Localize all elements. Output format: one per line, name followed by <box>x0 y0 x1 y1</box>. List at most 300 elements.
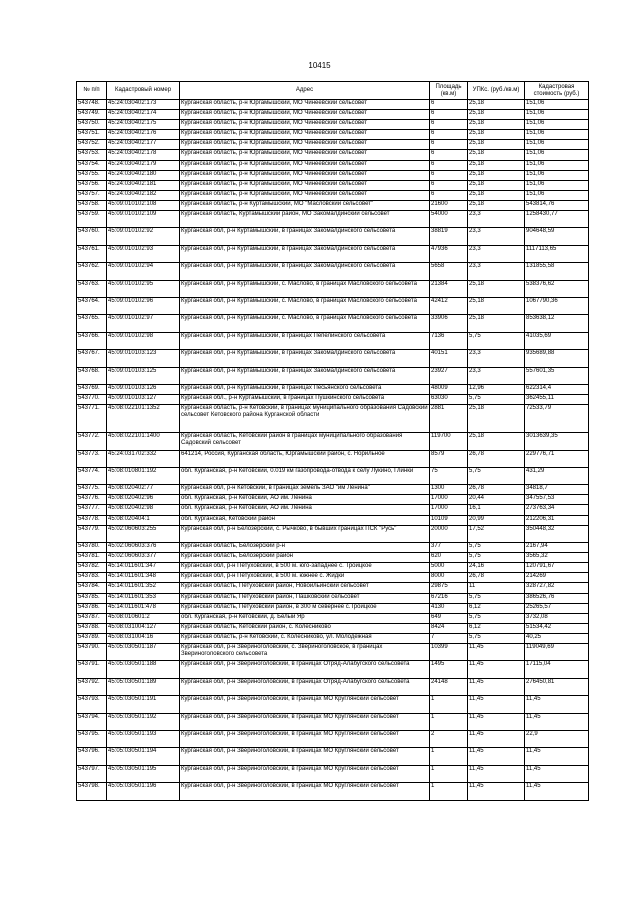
cell-upks: 25,18 <box>468 100 525 110</box>
cell-address: 641214, Россия, Курганская область, Юргамышский район, с. Норильное <box>180 450 430 467</box>
cell-num: 543761. <box>77 245 107 262</box>
cell-area: 20000 <box>430 525 468 542</box>
table-row <box>77 593 589 603</box>
cell-cadastral-number: 45:24:030402:180 <box>107 170 180 180</box>
cell-num: 543775. <box>77 485 107 495</box>
cell-area: 10399 <box>430 644 468 661</box>
cell-address: Курганская обл, р-н Петуховский, в 500 м. юго-западнее с. Троицкое <box>180 563 430 573</box>
cell-num: 543762. <box>77 263 107 280</box>
cell-address: Курганская обл, р-н Куртамышский, в границах Песьянского сельсовета <box>180 384 430 394</box>
cell-address: Курганская обл, р-н Звериноголовский, в границах МО Круглянский сельсовет <box>180 696 430 713</box>
cell-upks: 25,18 <box>468 180 525 190</box>
cell-area: 54000 <box>430 211 468 228</box>
cell-cadastral-cost: 386526,76 <box>525 593 589 603</box>
cell-upks: 25,18 <box>468 315 525 332</box>
cell-upks: 25,18 <box>468 160 525 170</box>
cell-cadastral-cost: 11,45 <box>525 748 589 765</box>
cell-area: 21600 <box>430 200 468 210</box>
header-cadastral-number: Кадастровый номер <box>107 82 180 100</box>
cell-cadastral-cost: 151,06 <box>525 170 589 180</box>
cell-cadastral-number: 45:24:030402:177 <box>107 140 180 150</box>
cell-cadastral-number: 45:24:031702:332 <box>107 450 180 467</box>
table-row <box>77 170 589 180</box>
cell-num: 543755. <box>77 170 107 180</box>
table-row <box>77 100 589 110</box>
cell-address: Курганская область, р-н Юргамышский, МО Чинеевский сельсовет <box>180 120 430 130</box>
table-row <box>77 245 589 262</box>
cell-upks: 20,44 <box>468 495 525 505</box>
cell-area: 5000 <box>430 563 468 573</box>
cell-num: 543790. <box>77 644 107 661</box>
cell-cadastral-number: 45:05:030501:192 <box>107 713 180 730</box>
cell-area: 6 <box>430 110 468 120</box>
cell-upks: 11,45 <box>468 748 525 765</box>
cell-area: 38819 <box>430 228 468 245</box>
cell-upks: 24,16 <box>468 563 525 573</box>
table-row <box>77 140 589 150</box>
cell-address: Курганская обл, р-н Куртамышский, в границах Закомалдинского сельсовета <box>180 245 430 262</box>
cell-address: Курганская обл, р-н Белозерский, с. Рычково, в бывших границах ПСК "Русь" <box>180 525 430 542</box>
cell-cadastral-cost: 1067790,36 <box>525 297 589 314</box>
table-row <box>77 405 589 433</box>
header-area: Площадь (кв.м) <box>430 82 468 100</box>
cell-area: 1 <box>430 783 468 800</box>
cell-cadastral-number: 45:09:010102:93 <box>107 245 180 262</box>
cell-area: 48009 <box>430 384 468 394</box>
cell-address: Курганская область, Петуховский район, Новоильинский сельсовет <box>180 583 430 593</box>
cell-upks: 25,18 <box>468 190 525 200</box>
cell-cadastral-number: 45:08:031004:127 <box>107 623 180 633</box>
cell-upks: 6,12 <box>468 603 525 613</box>
cell-cadastral-number: 45:08:031004:16 <box>107 633 180 643</box>
table-row <box>77 644 589 661</box>
table-row <box>77 180 589 190</box>
cell-cadastral-number: 45:09:010102:92 <box>107 228 180 245</box>
cell-cadastral-number: 45:24:030402:182 <box>107 190 180 200</box>
cell-address: Курганская обл., р-н Куртамышский, в границах Пушкинского сельсовета <box>180 395 430 405</box>
cell-cadastral-cost: 151,06 <box>525 190 589 200</box>
cell-num: 543750. <box>77 120 107 130</box>
cell-num: 543763. <box>77 280 107 297</box>
table-row <box>77 200 589 210</box>
cell-num: 543780. <box>77 543 107 553</box>
cell-address: Курганская область, Белозерский р-н <box>180 543 430 553</box>
cell-address: Курганская обл, р-н Куртамышский, в границах Закомалдинского сельсовета <box>180 350 430 367</box>
cell-area: 75 <box>430 467 468 484</box>
cell-num: 543759. <box>77 211 107 228</box>
cell-num: 543757. <box>77 190 107 200</box>
cell-area: 8424 <box>430 623 468 633</box>
cell-address: Курганская обл, р-н Куртамышский, с. Маслово, в границах Масловского сельсовета <box>180 297 430 314</box>
cell-num: 543771. <box>77 405 107 433</box>
table-row <box>77 713 589 730</box>
cell-num: 543774. <box>77 467 107 484</box>
cell-address: Курганская область, Белозерский район <box>180 553 430 563</box>
cell-upks: 11,45 <box>468 765 525 782</box>
cell-cadastral-number: 45:05:030501:188 <box>107 661 180 678</box>
cell-num: 543766. <box>77 332 107 349</box>
cell-cadastral-cost: 431,29 <box>525 467 589 484</box>
cell-cadastral-cost: 557601,35 <box>525 367 589 384</box>
cell-cadastral-number: 45:24:030402:176 <box>107 130 180 140</box>
cell-upks: 5,75 <box>468 395 525 405</box>
cell-num: 543788. <box>77 623 107 633</box>
cell-address: Курганская обл, р-н Звериноголовский, с. Звериноголовское, в границах Звериноголовского сельсовета <box>180 644 430 661</box>
cell-num: 543786. <box>77 603 107 613</box>
cell-address: Курганская обл, р-н Куртамышский, в границах Закомалдинского сельсовета <box>180 367 430 384</box>
cell-area: 17000 <box>430 495 468 505</box>
cell-address: Курганская область, Петуховский район, в 300 м севернее с.Троицкое <box>180 603 430 613</box>
cell-address: Курганская область, р-н Юргамышский, МО Чинеевский сельсовет <box>180 190 430 200</box>
cell-upks: 23,3 <box>468 245 525 262</box>
cell-cadastral-number: 45:24:030402:174 <box>107 110 180 120</box>
header-row <box>77 82 589 100</box>
header-upks: УПКс. (руб./кв.м) <box>468 82 525 100</box>
cell-upks: 23,3 <box>468 228 525 245</box>
table-row <box>77 661 589 678</box>
cell-num: 543753. <box>77 150 107 160</box>
cell-num: 543798. <box>77 783 107 800</box>
cell-cadastral-number: 45:09:010102:108 <box>107 200 180 210</box>
cell-cadastral-cost: 131855,58 <box>525 263 589 280</box>
cell-upks: 23,3 <box>468 211 525 228</box>
cell-num: 543795. <box>77 730 107 747</box>
table-row <box>77 433 589 450</box>
cell-address: Курганская область, р-н Кетовский, с. Колесниково, ул. Молодежная <box>180 633 430 643</box>
cell-cadastral-cost: 151,06 <box>525 100 589 110</box>
cell-cadastral-cost: 34818,7 <box>525 485 589 495</box>
table-row <box>77 783 589 800</box>
table-row <box>77 160 589 170</box>
cell-address: Курганская обл, р-н Кетовский, в границах земель ЗАО "им Ленина" <box>180 485 430 495</box>
cell-cadastral-cost: 350448,32 <box>525 525 589 542</box>
table-row <box>77 573 589 583</box>
cell-cadastral-number: 45:08:020402:98 <box>107 505 180 515</box>
cell-cadastral-cost: 3013639,35 <box>525 433 589 450</box>
cell-address: Курганская обл, р-н Куртамышский, в границах Пепелинского сельсовета <box>180 332 430 349</box>
cell-upks: 11 <box>468 583 525 593</box>
cell-cadastral-cost: 120791,67 <box>525 563 589 573</box>
table-row <box>77 765 589 782</box>
table-row <box>77 553 589 563</box>
cell-cadastral-cost: 2167,94 <box>525 543 589 553</box>
cell-cadastral-cost: 11,45 <box>525 765 589 782</box>
cell-area: 5658 <box>430 263 468 280</box>
cell-area: 620 <box>430 553 468 563</box>
cell-cadastral-cost: 328727,82 <box>525 583 589 593</box>
table-row <box>77 190 589 200</box>
cell-area: 1 <box>430 713 468 730</box>
table-row <box>77 367 589 384</box>
table-row <box>77 563 589 573</box>
table-row <box>77 603 589 613</box>
cell-address: Курганская область, р-н Юргамышский, МО Чинеевский сельсовет <box>180 110 430 120</box>
cell-area: 6 <box>430 140 468 150</box>
cell-upks: 16,1 <box>468 505 525 515</box>
cell-num: 543756. <box>77 180 107 190</box>
cell-num: 543748. <box>77 100 107 110</box>
cell-address: Курганская область, р-н Юргамышский, МО Чинеевский сельсовет <box>180 180 430 190</box>
cell-cadastral-cost: 11,45 <box>525 696 589 713</box>
cell-area: 10109 <box>430 515 468 525</box>
table-row <box>77 467 589 484</box>
cell-upks: 5,75 <box>468 467 525 484</box>
cell-upks: 5,75 <box>468 332 525 349</box>
cell-cadastral-cost: 72533,79 <box>525 405 589 433</box>
cell-address: Курганская обл, р-н Звериноголовский, в границах МО Круглянский сельсовет <box>180 765 430 782</box>
cell-address: Курганская область, р-н Юргамышский, МО Чинеевский сельсовет <box>180 130 430 140</box>
cell-cadastral-cost: 151,06 <box>525 140 589 150</box>
cell-area: 23927 <box>430 367 468 384</box>
cell-cadastral-cost: 22,9 <box>525 730 589 747</box>
cell-upks: 5,75 <box>468 543 525 553</box>
cell-cadastral-cost: 347557,53 <box>525 495 589 505</box>
cell-cadastral-cost: 935689,88 <box>525 350 589 367</box>
cell-area: 24148 <box>430 678 468 695</box>
cell-area: 21384 <box>430 280 468 297</box>
table-row <box>77 450 589 467</box>
table-row <box>77 263 589 280</box>
cell-cadastral-cost: 3565,32 <box>525 553 589 563</box>
cell-num: 543783. <box>77 573 107 583</box>
cell-cadastral-number: 45:02:060603:255 <box>107 525 180 542</box>
cell-cadastral-cost: 151,06 <box>525 160 589 170</box>
cell-cadastral-number: 45:14:011601:348 <box>107 573 180 583</box>
cell-area: 6 <box>430 150 468 160</box>
cell-num: 543751. <box>77 130 107 140</box>
cell-cadastral-cost: 1258430,77 <box>525 211 589 228</box>
cell-address: Курганская область, Кетовский район, с. Колесниково <box>180 623 430 633</box>
cell-cadastral-cost: 853638,12 <box>525 315 589 332</box>
header-num: № п/п <box>77 82 107 100</box>
cell-upks: 11,45 <box>468 730 525 747</box>
cell-cadastral-cost: 273763,34 <box>525 505 589 515</box>
cell-area: 6 <box>430 130 468 140</box>
table-row <box>77 130 589 140</box>
cell-address: обл. Курганская, р-н Кетовский, АО им. Ленина <box>180 505 430 515</box>
table-row <box>77 543 589 553</box>
cell-cadastral-number: 45:24:030402:175 <box>107 120 180 130</box>
cell-address: Курганская обл, р-н Звериноголовский, в границах Отряд-Алабугского сельсовета <box>180 678 430 695</box>
cell-address: Курганская обл, р-н Куртамышский, с. Маслово, в границах Масловского сельсовета <box>180 280 430 297</box>
cell-cadastral-number: 45:08:022101:1400 <box>107 433 180 450</box>
table-row <box>77 730 589 747</box>
cell-num: 543749. <box>77 110 107 120</box>
cadastral-registry-table <box>76 81 589 801</box>
table-row <box>77 110 589 120</box>
cell-address: Курганская обл, р-н Куртамышский, в границах Закомалдинского сельсовета <box>180 263 430 280</box>
table-row <box>77 613 589 623</box>
cell-num: 543752. <box>77 140 107 150</box>
cell-cadastral-number: 45:09:010103:125 <box>107 367 180 384</box>
cell-address: Курганская область, р-н Юргамышский, МО Чинеевский сельсовет <box>180 100 430 110</box>
table-row <box>77 120 589 130</box>
table-row <box>77 525 589 542</box>
cell-cadastral-number: 45:14:011601:478 <box>107 603 180 613</box>
cell-upks: 12,96 <box>468 384 525 394</box>
table-row <box>77 678 589 695</box>
table-row <box>77 332 589 349</box>
cell-address: Курганская обл, р-н Петуховский, в 500 м. южнее с. Жидки <box>180 573 430 583</box>
cell-cadastral-cost: 151,06 <box>525 120 589 130</box>
cell-area: 1 <box>430 748 468 765</box>
cell-cadastral-number: 45:09:010102:98 <box>107 332 180 349</box>
cell-upks: 5,75 <box>468 613 525 623</box>
cell-cadastral-number: 45:08:020404:1 <box>107 515 180 525</box>
cell-cadastral-number: 45:09:010103:126 <box>107 384 180 394</box>
cell-cadastral-number: 45:08:010801:192 <box>107 467 180 484</box>
cell-num: 543765. <box>77 315 107 332</box>
cell-cadastral-cost: 25265,57 <box>525 603 589 613</box>
table-row <box>77 384 589 394</box>
cell-area: 7136 <box>430 332 468 349</box>
cell-num: 543791. <box>77 661 107 678</box>
cell-area: 6 <box>430 100 468 110</box>
table-row <box>77 696 589 713</box>
cell-upks: 23,3 <box>468 263 525 280</box>
table-row <box>77 280 589 297</box>
table-row <box>77 350 589 367</box>
cell-address: Курганская обл, р-н Звериноголовский, в границах МО Круглянский сельсовет <box>180 783 430 800</box>
cell-upks: 6,12 <box>468 623 525 633</box>
cell-cadastral-cost: 3732,08 <box>525 613 589 623</box>
cell-area: 63030 <box>430 395 468 405</box>
cell-address: Курганская обл, р-н Звериноголовский, в границах МО Круглянский сельсовет <box>180 748 430 765</box>
header-cadastral-cost: Кадастровая стоимость (руб.) <box>525 82 589 100</box>
cell-upks: 25,18 <box>468 200 525 210</box>
cell-upks: 11,45 <box>468 661 525 678</box>
cell-upks: 25,18 <box>468 405 525 433</box>
cell-num: 543785. <box>77 593 107 603</box>
cell-cadastral-number: 45:08:020402:77 <box>107 485 180 495</box>
cell-num: 543784. <box>77 583 107 593</box>
cell-area: 67216 <box>430 593 468 603</box>
cell-num: 543772. <box>77 433 107 450</box>
cell-cadastral-cost: 151,06 <box>525 180 589 190</box>
cell-area: 6 <box>430 160 468 170</box>
cell-upks: 25,18 <box>468 150 525 160</box>
cell-area: 6 <box>430 170 468 180</box>
table-row <box>77 515 589 525</box>
cell-cadastral-cost: 119049,69 <box>525 644 589 661</box>
cell-cadastral-number: 45:05:030501:196 <box>107 783 180 800</box>
cell-address: Курганская обл, р-н Звериноголовский, в границах МО Круглянский сельсовет <box>180 713 430 730</box>
cell-address: Курганская обл, р-н Куртамышский, с. Маслово, в границах Масловского сельсовета <box>180 315 430 332</box>
cell-num: 543758. <box>77 200 107 210</box>
cell-area: 377 <box>430 543 468 553</box>
cell-address: обл. Курганская, Кетовский район <box>180 515 430 525</box>
cell-cadastral-cost: 276450,81 <box>525 678 589 695</box>
cell-address: Курганская область, Кетовский район в границах муниципального образования Садовский сельсовет <box>180 433 430 450</box>
cell-cadastral-number: 45:24:030402:181 <box>107 180 180 190</box>
cell-num: 543768. <box>77 367 107 384</box>
table-row <box>77 315 589 332</box>
table-body <box>77 100 589 801</box>
cell-upks: 26,78 <box>468 485 525 495</box>
cell-cadastral-cost: 214269 <box>525 573 589 583</box>
cell-address: обл. Курганская, р-н Кетовский, д. Белый Яр <box>180 613 430 623</box>
cell-cadastral-number: 45:05:030501:189 <box>107 678 180 695</box>
cell-area: 40151 <box>430 350 468 367</box>
cell-num: 543769. <box>77 384 107 394</box>
cell-upks: 26,78 <box>468 450 525 467</box>
table-row <box>77 395 589 405</box>
cell-cadastral-number: 45:09:010102:97 <box>107 315 180 332</box>
cell-cadastral-cost: 151,06 <box>525 150 589 160</box>
cell-cadastral-cost: 17115,04 <box>525 661 589 678</box>
cell-num: 543777. <box>77 505 107 515</box>
cell-upks: 5,75 <box>468 553 525 563</box>
cell-cadastral-number: 45:05:030501:187 <box>107 644 180 661</box>
cell-upks: 17,52 <box>468 525 525 542</box>
cell-cadastral-number: 45:09:010103:123 <box>107 350 180 367</box>
cell-cadastral-number: 45:24:030402:178 <box>107 150 180 160</box>
cell-num: 543781. <box>77 553 107 563</box>
cell-cadastral-cost: 229776,71 <box>525 450 589 467</box>
cell-upks: 20,99 <box>468 515 525 525</box>
table-row <box>77 211 589 228</box>
cell-cadastral-number: 45:02:060603:376 <box>107 543 180 553</box>
cell-num: 543754. <box>77 160 107 170</box>
cell-cadastral-cost: 212206,31 <box>525 515 589 525</box>
cell-num: 543770. <box>77 395 107 405</box>
cell-area: 17000 <box>430 505 468 515</box>
cell-cadastral-number: 45:09:010102:94 <box>107 263 180 280</box>
cell-cadastral-number: 45:09:010102:96 <box>107 297 180 314</box>
cell-area: 6 <box>430 190 468 200</box>
cell-address: Курганская область, Куртамышский район, МО Закомалдинский сельсовет <box>180 211 430 228</box>
cell-cadastral-cost: 362455,11 <box>525 395 589 405</box>
cell-upks: 5,75 <box>468 633 525 643</box>
cell-upks: 11,45 <box>468 783 525 800</box>
cell-cadastral-number: 45:14:011601:353 <box>107 593 180 603</box>
cell-upks: 25,18 <box>468 280 525 297</box>
cell-address: Курганская обл, р-н Звериноголовский, в границах МО Круглянский сельсовет <box>180 730 430 747</box>
cell-cadastral-number: 45:05:030501:193 <box>107 730 180 747</box>
cell-cadastral-number: 45:05:030501:195 <box>107 765 180 782</box>
cell-num: 543778. <box>77 515 107 525</box>
cell-num: 543767. <box>77 350 107 367</box>
cell-num: 543797. <box>77 765 107 782</box>
cell-upks: 23,3 <box>468 367 525 384</box>
table-row <box>77 495 589 505</box>
cell-num: 543776. <box>77 495 107 505</box>
table-row <box>77 748 589 765</box>
cell-area: 33906 <box>430 315 468 332</box>
cell-upks: 11,45 <box>468 678 525 695</box>
cell-num: 543796. <box>77 748 107 765</box>
table-row <box>77 633 589 643</box>
cell-num: 543793. <box>77 696 107 713</box>
cell-area: 2 <box>430 730 468 747</box>
cell-cadastral-cost: 538376,62 <box>525 280 589 297</box>
cell-cadastral-number: 45:08:022101:1352 <box>107 405 180 433</box>
cell-area: 1 <box>430 765 468 782</box>
cell-cadastral-cost: 41035,69 <box>525 332 589 349</box>
cell-area: 649 <box>430 613 468 623</box>
cell-cadastral-cost: 622314,4 <box>525 384 589 394</box>
cell-area: 1300 <box>430 485 468 495</box>
cell-cadastral-number: 45:14:011601:347 <box>107 563 180 573</box>
cell-address: Курганская область, р-н Юргамышский, МО Чинеевский сельсовет <box>180 140 430 150</box>
cell-area: 7 <box>430 633 468 643</box>
cell-num: 543787. <box>77 613 107 623</box>
cell-cadastral-number: 45:24:030402:173 <box>107 100 180 110</box>
cell-cadastral-cost: 1117113,65 <box>525 245 589 262</box>
cell-cadastral-number: 45:09:010102:109 <box>107 211 180 228</box>
cell-cadastral-cost: 51534,42 <box>525 623 589 633</box>
cell-area: 47936 <box>430 245 468 262</box>
